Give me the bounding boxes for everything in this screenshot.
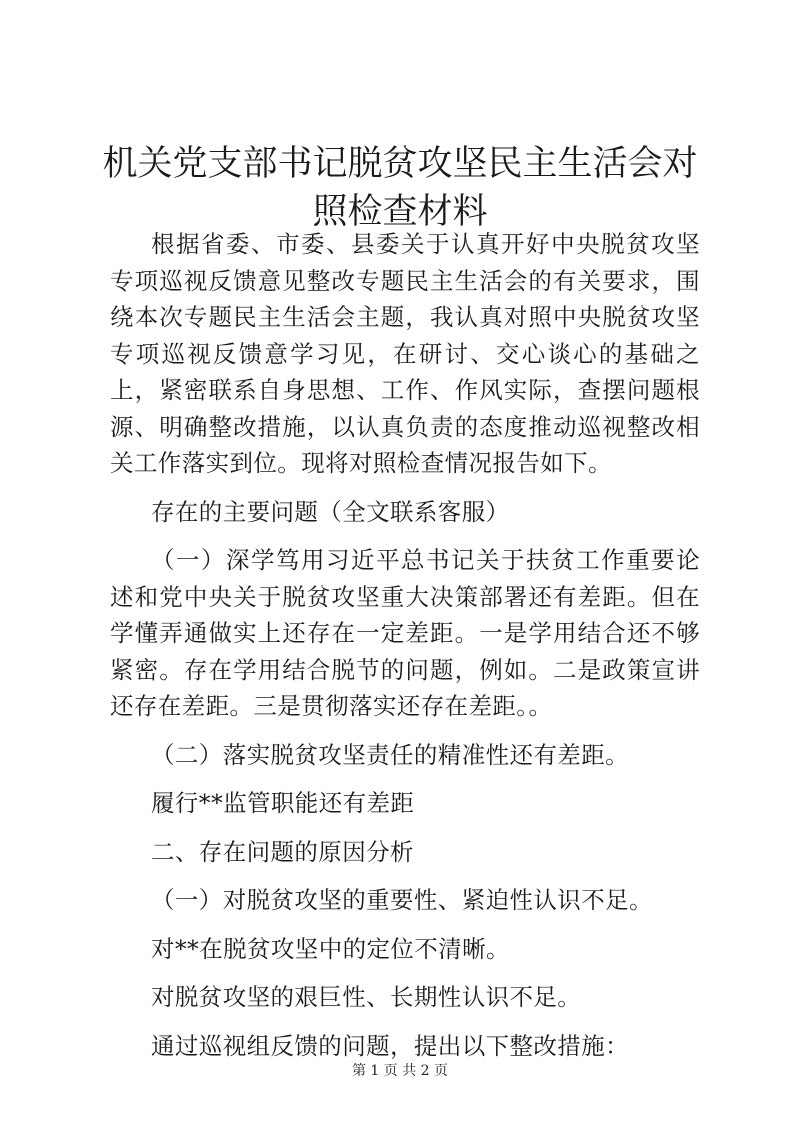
cause-item-2: 对**在脱贫攻坚中的定位不清晰。 xyxy=(151,934,510,963)
section-heading-problems: 存在的主要问题（全文联系客服） xyxy=(151,497,510,526)
cause-item-3: 对脱贫攻坚的艰巨性、长期性认识不足。 xyxy=(151,983,582,1011)
section-heading-causes: 二、存在问题的原因分析 xyxy=(151,837,414,866)
problem-item-3: 履行**监管职能还有差距 xyxy=(151,789,415,817)
intro-paragraph: 根据省委、市委、县委关于认真开好中央脱贫攻坚专项巡视反馈意见整改专题民主生活会的有关要求，围绕本次专题民主生活会主题，我认真对照中央脱贫攻坚专项巡视反馈意学习见，在研讨、交心谈心的基础之上，紧密联系自身思想、工作、作风实际，查摆问题根源、明确整改措施，以认真负责的态度推动巡视整改相关工作落实到位。现将对照检查情况报告如下。 xyxy=(110,230,700,477)
cause-item-1: （一）对脱贫攻坚的重要性、紧迫性认识不足。 xyxy=(151,886,653,914)
closing-line: 通过巡视组反馈的问题，提出以下整改措施： xyxy=(151,1031,629,1060)
problem-item-1: （一）深学笃用习近平总书记关于扶贫工作重要论述和党中央关于脱贫攻坚重大决策部署还有差距。但在学懂弄通做实上还存在一定差距。一是学用结合还不够紧密。存在学用结合脱节的问题，例如。二是政策宣讲还存在差距。三是贯彻落实还存在差距。。 xyxy=(110,546,700,720)
page-number-footer: 第 1 页 共 2 页 xyxy=(351,1063,449,1079)
problem-item-2: （二）落实脱贫攻坚责任的精准性还有差距。 xyxy=(151,740,629,769)
document-title: 机关党支部书记脱贫攻坚民主生活会对照检查材料 xyxy=(102,144,698,232)
document-body xyxy=(110,226,700,1064)
